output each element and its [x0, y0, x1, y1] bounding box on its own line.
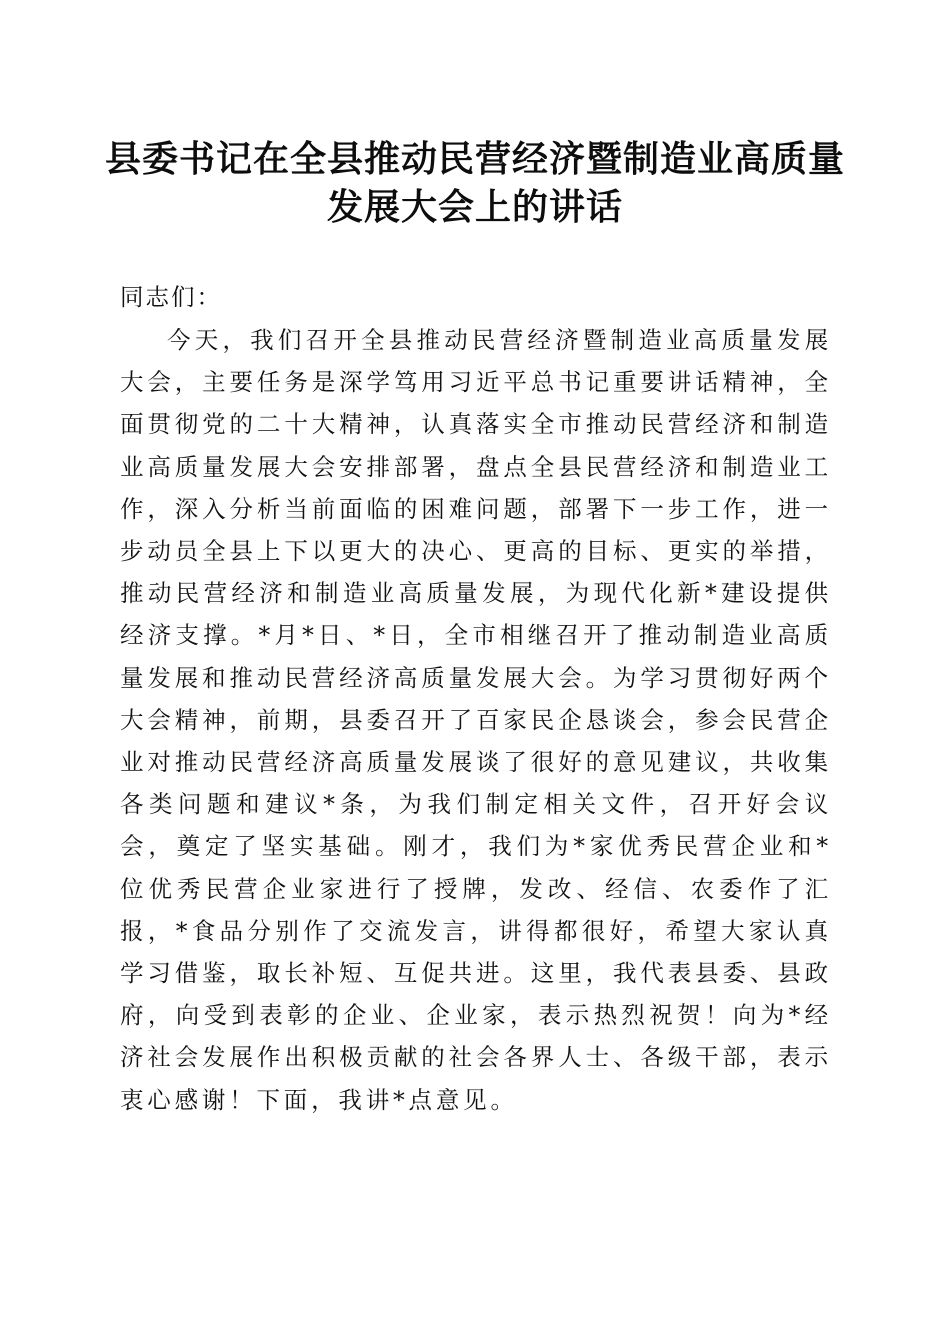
body-paragraph: 今天，我们召开全县推动民营经济暨制造业高质量发展大会，主要任务是深学笃用习近平总书记重要讲话精神，全面贯彻党的二十大精神，认真落实全市推动民营经济和制造业高质量发展大会安排部署，盘点全县民营经济和制造业工作，深入分析当前面临的困难问题，部署下一步工作，进一步动员全县上下以更大的决心、更高的目标、更实的举措，推动民营经济和制造业高质量发展，为现代化新*建设提供经济支撑。*月*日、*日，全市相继召开了推动制造业高质量发展和推动民营经济高质量发展大会。为学习贯彻好两个大会精神，前期，县委召开了百家民企恳谈会，参会民营企业对推动民营经济高质量发展谈了很好的意见建议，共收集各类问题和建议*条，为我们制定相关文件，召开好会议会，奠定了坚实基础。刚才，我们为*家优秀民营企业和*位优秀民营企业家进行了授牌，发改、经信、农委作了汇报，*食品分别作了交流发言，讲得都很好，希望大家认真学习借鉴，取长补短、互促共进。这里，我代表县委、县政府，向受到表彰的企业、企业家，表示热烈祝贺！向为*经济社会发展作出积极贡献的社会各界人士、各级干部，表示衷心感谢！下面，我讲*点意见。 [120, 326, 832, 1114]
document-title-line-2: 发展大会上的讲话 [326, 187, 623, 228]
salutation: 同志们： [120, 283, 222, 311]
document-title-line-1: 县委书记在全县推动民营经济暨制造业高质量 [104, 139, 845, 180]
